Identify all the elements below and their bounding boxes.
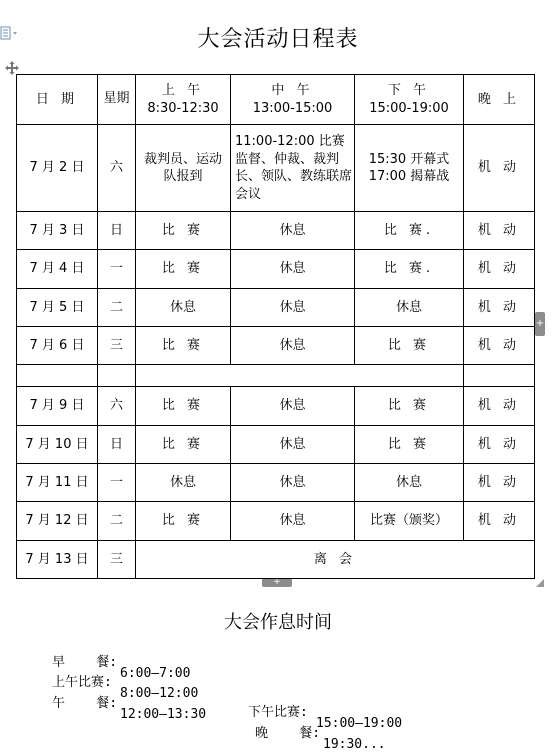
cell-afternoon: 休息 xyxy=(355,464,464,502)
table-row xyxy=(17,540,535,578)
table-move-handle-icon[interactable] xyxy=(5,61,19,75)
cell-morning: 比 赛 xyxy=(136,326,231,364)
header-date: 日 期 xyxy=(17,75,98,125)
cell-noon: 休息 xyxy=(231,212,355,250)
cell-evening: 机 动 xyxy=(464,326,535,364)
cell-afternoon: 比 赛 xyxy=(355,326,464,364)
cell-date: 7 月 9 日 xyxy=(17,387,98,425)
afternoon-match-time: 15:00—19:00 xyxy=(316,716,403,731)
header-noon: 中 午 13:00-15:00 xyxy=(231,75,355,125)
table-row xyxy=(17,288,535,326)
cell-evening: 机 动 xyxy=(464,502,535,540)
header-morning: 上 午 8:30-12:30 xyxy=(136,75,231,125)
cell-afternoon: 比 赛 xyxy=(355,387,464,425)
table-row xyxy=(17,387,535,425)
cell-evening: 机 动 xyxy=(464,464,535,502)
cell-afternoon: 比 赛 xyxy=(355,425,464,463)
empty-cell xyxy=(136,365,464,387)
empty-cell xyxy=(17,365,98,387)
empty-row xyxy=(17,365,535,387)
cell-morning: 比 赛 xyxy=(136,425,231,463)
cell-noon: 11:00-12:00 比赛监督、仲裁、裁判长、领队、教练联席会议 xyxy=(231,125,355,212)
cell-weekday: 日 xyxy=(98,425,136,463)
header-afternoon-time: 15:00-19:00 xyxy=(369,100,449,116)
cell-weekday: 六 xyxy=(98,387,136,425)
cell-noon: 休息 xyxy=(231,502,355,540)
cell-morning: 比 赛 xyxy=(136,502,231,540)
cell-date: 7 月 11 日 xyxy=(17,464,98,502)
empty-cell xyxy=(464,365,535,387)
cell-evening: 机 动 xyxy=(464,250,535,288)
table-row xyxy=(17,250,535,288)
cell-noon: 休息 xyxy=(231,288,355,326)
cell-noon: 休息 xyxy=(231,387,355,425)
cell-afternoon: 比赛（颁奖） xyxy=(355,502,464,540)
page-title: 大会活动日程表 xyxy=(197,27,359,52)
schedule-table xyxy=(16,74,535,579)
table-row xyxy=(17,125,535,212)
table-row xyxy=(17,502,535,540)
cell-weekday: 二 xyxy=(98,288,136,326)
afternoon-match-label: 下午比赛: xyxy=(248,705,308,720)
cell-date: 7 月 2 日 xyxy=(17,125,98,212)
empty-cell xyxy=(98,365,136,387)
cell-evening: 机 动 xyxy=(464,125,535,212)
cell-weekday: 六 xyxy=(98,125,136,212)
cell-evening: 机 动 xyxy=(464,425,535,463)
cell-afternoon: 15:30 开幕式 17:00 揭幕战 xyxy=(355,125,464,212)
cell-date: 7 月 12 日 xyxy=(17,502,98,540)
cell-evening: 机 动 xyxy=(464,387,535,425)
table-row xyxy=(17,212,535,250)
cell-weekday: 一 xyxy=(98,464,136,502)
cell-merged: 离 会 xyxy=(136,540,535,578)
cell-date: 7 月 13 日 xyxy=(17,540,98,578)
cell-weekday: 三 xyxy=(98,540,136,578)
morning-match-time: 8:00—12:00 xyxy=(120,686,199,701)
cell-date: 7 月 4 日 xyxy=(17,250,98,288)
cell-noon: 休息 xyxy=(231,326,355,364)
header-weekday: 星期 xyxy=(98,75,136,125)
cell-morning: 休息 xyxy=(136,464,231,502)
cell-evening: 机 动 xyxy=(464,212,535,250)
table-resize-icon[interactable] xyxy=(536,579,544,587)
cell-date: 7 月 10 日 xyxy=(17,425,98,463)
cell-date: 7 月 3 日 xyxy=(17,212,98,250)
table-row xyxy=(17,326,535,364)
dinner-label: 晚 餐: xyxy=(255,726,321,741)
lunch-time: 12:00—13:30 xyxy=(120,707,207,722)
cell-date: 7 月 5 日 xyxy=(17,288,98,326)
cell-afternoon: 休息 xyxy=(355,288,464,326)
table-row xyxy=(17,425,535,463)
cell-weekday: 日 xyxy=(98,212,136,250)
add-row-handle-icon[interactable]: + xyxy=(262,578,292,587)
add-column-handle-icon[interactable]: + xyxy=(535,312,545,336)
cell-weekday: 一 xyxy=(98,250,136,288)
cell-morning: 比 赛 xyxy=(136,212,231,250)
breakfast-label: 早 餐: xyxy=(52,655,118,670)
header-evening: 晚 上 xyxy=(464,75,535,125)
cell-date: 7 月 6 日 xyxy=(17,326,98,364)
table-row xyxy=(17,464,535,502)
header-noon-time: 13:00-15:00 xyxy=(252,100,333,116)
cell-weekday: 二 xyxy=(98,502,136,540)
cell-morning: 比 赛 xyxy=(136,250,231,288)
rest-schedule-title: 大会作息时间 xyxy=(224,612,332,633)
cell-noon: 休息 xyxy=(231,425,355,463)
header-morning-time: 8:30-12:30 xyxy=(147,100,219,116)
cell-morning: 休息 xyxy=(136,288,231,326)
header-row xyxy=(17,75,535,125)
cell-noon: 休息 xyxy=(231,250,355,288)
cell-noon: 休息 xyxy=(231,464,355,502)
header-afternoon: 下 午 15:00-19:00 xyxy=(355,75,464,125)
cell-afternoon: 比 赛. xyxy=(355,212,464,250)
cell-morning: 裁判员、运动队报到 xyxy=(136,125,231,212)
breakfast-time: 6:00—7:00 xyxy=(120,666,191,681)
morning-match-label: 上午比赛: xyxy=(52,675,112,690)
cell-evening: 机 动 xyxy=(464,288,535,326)
cell-morning: 比 赛 xyxy=(136,387,231,425)
dinner-time: 19:30... xyxy=(323,737,386,752)
cell-afternoon: 比 赛. xyxy=(355,250,464,288)
cell-weekday: 三 xyxy=(98,326,136,364)
lunch-label: 午 餐: xyxy=(52,696,118,711)
